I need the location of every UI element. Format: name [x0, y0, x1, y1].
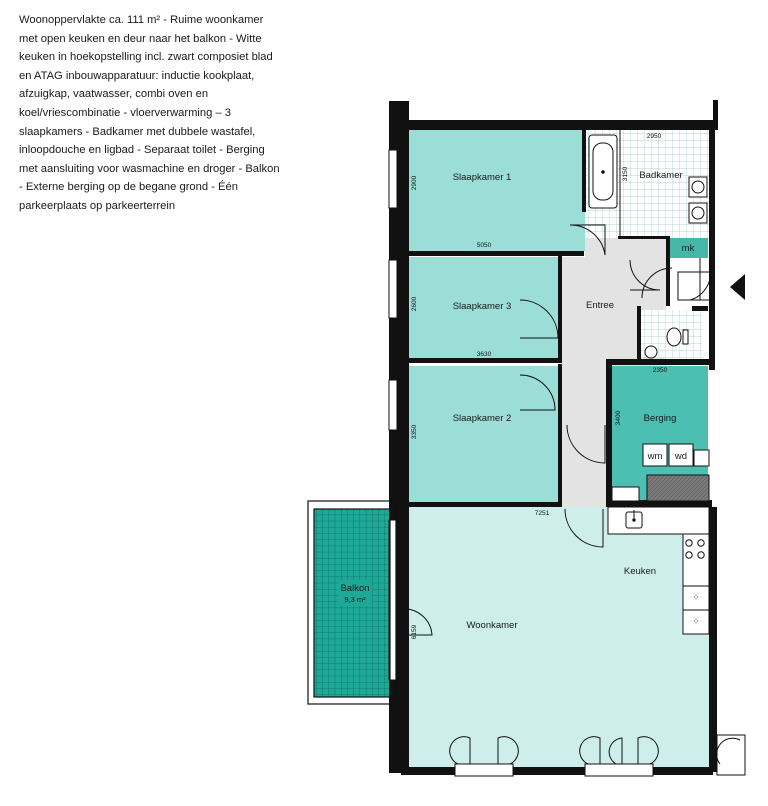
- label-berging: Berging: [643, 413, 677, 424]
- label-badkamer: Badkamer: [639, 170, 683, 181]
- dim-woon-height: 6159: [411, 624, 418, 640]
- dim-woon-width: 7251: [534, 510, 550, 517]
- entrance-arrow-icon: [730, 274, 745, 300]
- label-balkon-area: 9,3 m²: [344, 595, 366, 604]
- label-entree: Entree: [586, 300, 614, 311]
- room-slaapkamer-1: [409, 130, 585, 251]
- room-woonkamer: [401, 507, 709, 767]
- svg-text:⁘: ⁘: [692, 593, 700, 602]
- dim-berging-width: 2350: [652, 367, 668, 374]
- label-slaapkamer-1: Slaapkamer 1: [452, 172, 512, 183]
- dim-sk1-width: 5050: [476, 242, 492, 249]
- svg-text:⁘: ⁘: [692, 617, 700, 626]
- dim-berging-height: 3400: [615, 410, 622, 426]
- label-woonkamer: Woonkamer: [466, 620, 518, 631]
- label-wd: wd: [674, 451, 688, 462]
- property-description: Woonoppervlakte ca. 111 m² - Ruime woonkamer met open keuken en deur naar het balkon - Witte keuken in hoekopstelling incl. zwart composiet blad en ATAG inbouwapparatuur: inductie kookplaat, afzuigkap, vaatwasser, combi oven en koel/vriescombinatie - vloerverwarming – 3 slaapkamers - Badkamer met dubbele wastafel, inloopdouche en ligbad - Separaat toilet - Berging met aansluiting voor wasmachine en droger - Balkon - Externe berging op de begane grond - Één parkeerplaats op parkeerterrein: [19, 14, 280, 212]
- label-keuken: Keuken: [623, 566, 657, 577]
- label-balkon: Balkon: [340, 583, 370, 594]
- dim-sk3-height: 2600: [411, 296, 418, 312]
- dim-sk2-height: 3350: [411, 424, 418, 440]
- dim-sk3-width: 3630: [476, 351, 492, 358]
- label-mk: mk: [681, 243, 695, 254]
- label-slaapkamer-3: Slaapkamer 3: [452, 301, 512, 312]
- label-slaapkamer-2: Slaapkamer 2: [452, 413, 512, 424]
- dim-sk1-height: 2900: [411, 175, 418, 191]
- dim-bad-height: 3150: [622, 166, 629, 182]
- room-slaapkamer-2: [409, 366, 559, 504]
- label-wm: wm: [647, 451, 663, 462]
- dim-bad-width: 2950: [646, 133, 662, 140]
